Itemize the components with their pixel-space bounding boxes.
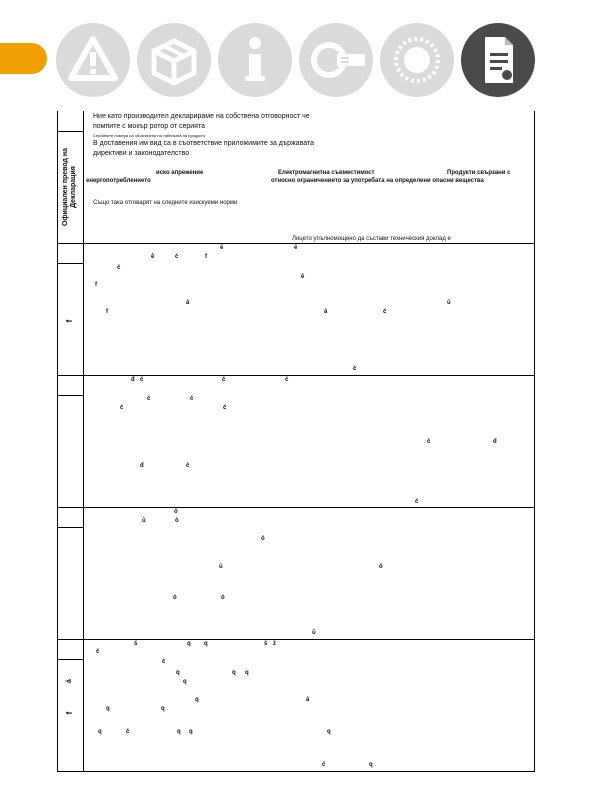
glyph: f [95,282,97,288]
glyph: ū [447,300,451,306]
wrench-icon[interactable] [299,23,373,97]
section-divider [58,639,534,640]
glyph: č [427,439,431,445]
section-label-declaration: Официален превод на Декларация [62,147,77,227]
glyph: q [189,729,193,735]
section-divider [58,243,534,244]
glyph: q [177,729,181,735]
side-divider [58,131,83,132]
glyph: č [415,499,419,505]
glyph: č [190,396,194,402]
glyph: q [176,670,180,676]
glyph: q [106,706,110,712]
directive-item: относно ограничението за употребата на определени опасни вещества [271,178,484,184]
glyph: č [186,463,190,469]
glyph: š [134,641,138,647]
glyph: ẽ [294,245,298,251]
glyph: q [98,729,102,735]
directive-item: иско апрежение [156,170,204,176]
side-divider [58,395,83,396]
glyph: q [204,641,208,647]
declaration-line: В доставения им вид са в съответствие приложимите за държавата [93,140,314,147]
glyph: č [162,659,166,665]
glyph: ū [142,518,146,524]
glyph: č [285,377,289,383]
section-divider [58,507,534,508]
warning-icon[interactable] [56,23,130,97]
glyph: f [106,309,108,315]
declaration-sheet [57,111,535,772]
glyph: č [96,649,100,655]
declaration-line: директиви и законодателство [93,150,190,157]
glyph: ū [219,564,223,570]
glyph: q [369,762,373,768]
section-label-5a: á [66,679,73,683]
declaration-line: Ние като производител декларираме на собствена отговорност че [93,113,310,120]
side-divider [58,527,83,528]
declaration-line: помпите с мокър ротор от серията [93,123,205,130]
glyph: ǒ [174,509,178,515]
glyph: č [322,762,326,768]
glyph: q [161,706,165,712]
side-divider [58,659,83,660]
document-icon[interactable] [461,23,535,97]
glyph: ǒ [379,564,383,570]
glyph: č [126,729,130,735]
glyph: q [183,679,187,685]
glyph: ǒ [175,518,179,524]
authorized-person-text: Лицето упълномощено да състави техническия доклад е [292,236,451,242]
glyph: đ [493,439,497,445]
dial-icon[interactable] [380,23,454,97]
glyph: č [222,377,226,383]
glyph: ž [273,641,276,647]
norms-text: Също така отговарят на следните изискуеми норми [93,200,238,206]
glyph: â [324,309,328,315]
glyph: q [232,670,236,676]
glyph: q [195,697,199,703]
box-icon[interactable] [137,23,211,97]
glyph: â [306,697,310,703]
directive-item: Електромагнитна съвместимост [278,170,375,176]
glyph: q [245,670,249,676]
glyph: š [264,641,268,647]
glyph: ẽ [220,245,224,251]
glyph: ǒ [221,595,225,601]
glyph: đ [131,377,135,383]
serial-note: Серийните номера са обозначени на табелката на продукта [93,133,205,138]
section-tab [0,43,47,74]
glyph: ẽ [151,254,155,260]
side-divider [58,263,83,264]
glyph: ǒ [173,595,177,601]
glyph: č [175,254,179,260]
glyph: ẽ [301,274,305,280]
directive-item: енергопотреблението [86,178,151,184]
glyph: č [117,265,121,271]
glyph: č [120,405,124,411]
glyph: ū [312,630,316,636]
section-divider [58,375,534,376]
info-icon[interactable] [218,23,292,97]
glyph: q [187,641,191,647]
glyph: đ [140,463,144,469]
glyph: č [223,405,227,411]
glyph: č [353,366,357,372]
glyph: ǒ [261,536,265,542]
directive-item: Продукти свързани с [447,170,511,176]
glyph: č [383,309,387,315]
glyph: č [147,396,151,402]
section-label-5b: f [65,711,74,715]
section-label-2: f [65,319,74,323]
glyph: â [186,300,190,306]
glyph: f [205,254,207,260]
glyph: q [327,729,331,735]
glyph: č [140,377,144,383]
